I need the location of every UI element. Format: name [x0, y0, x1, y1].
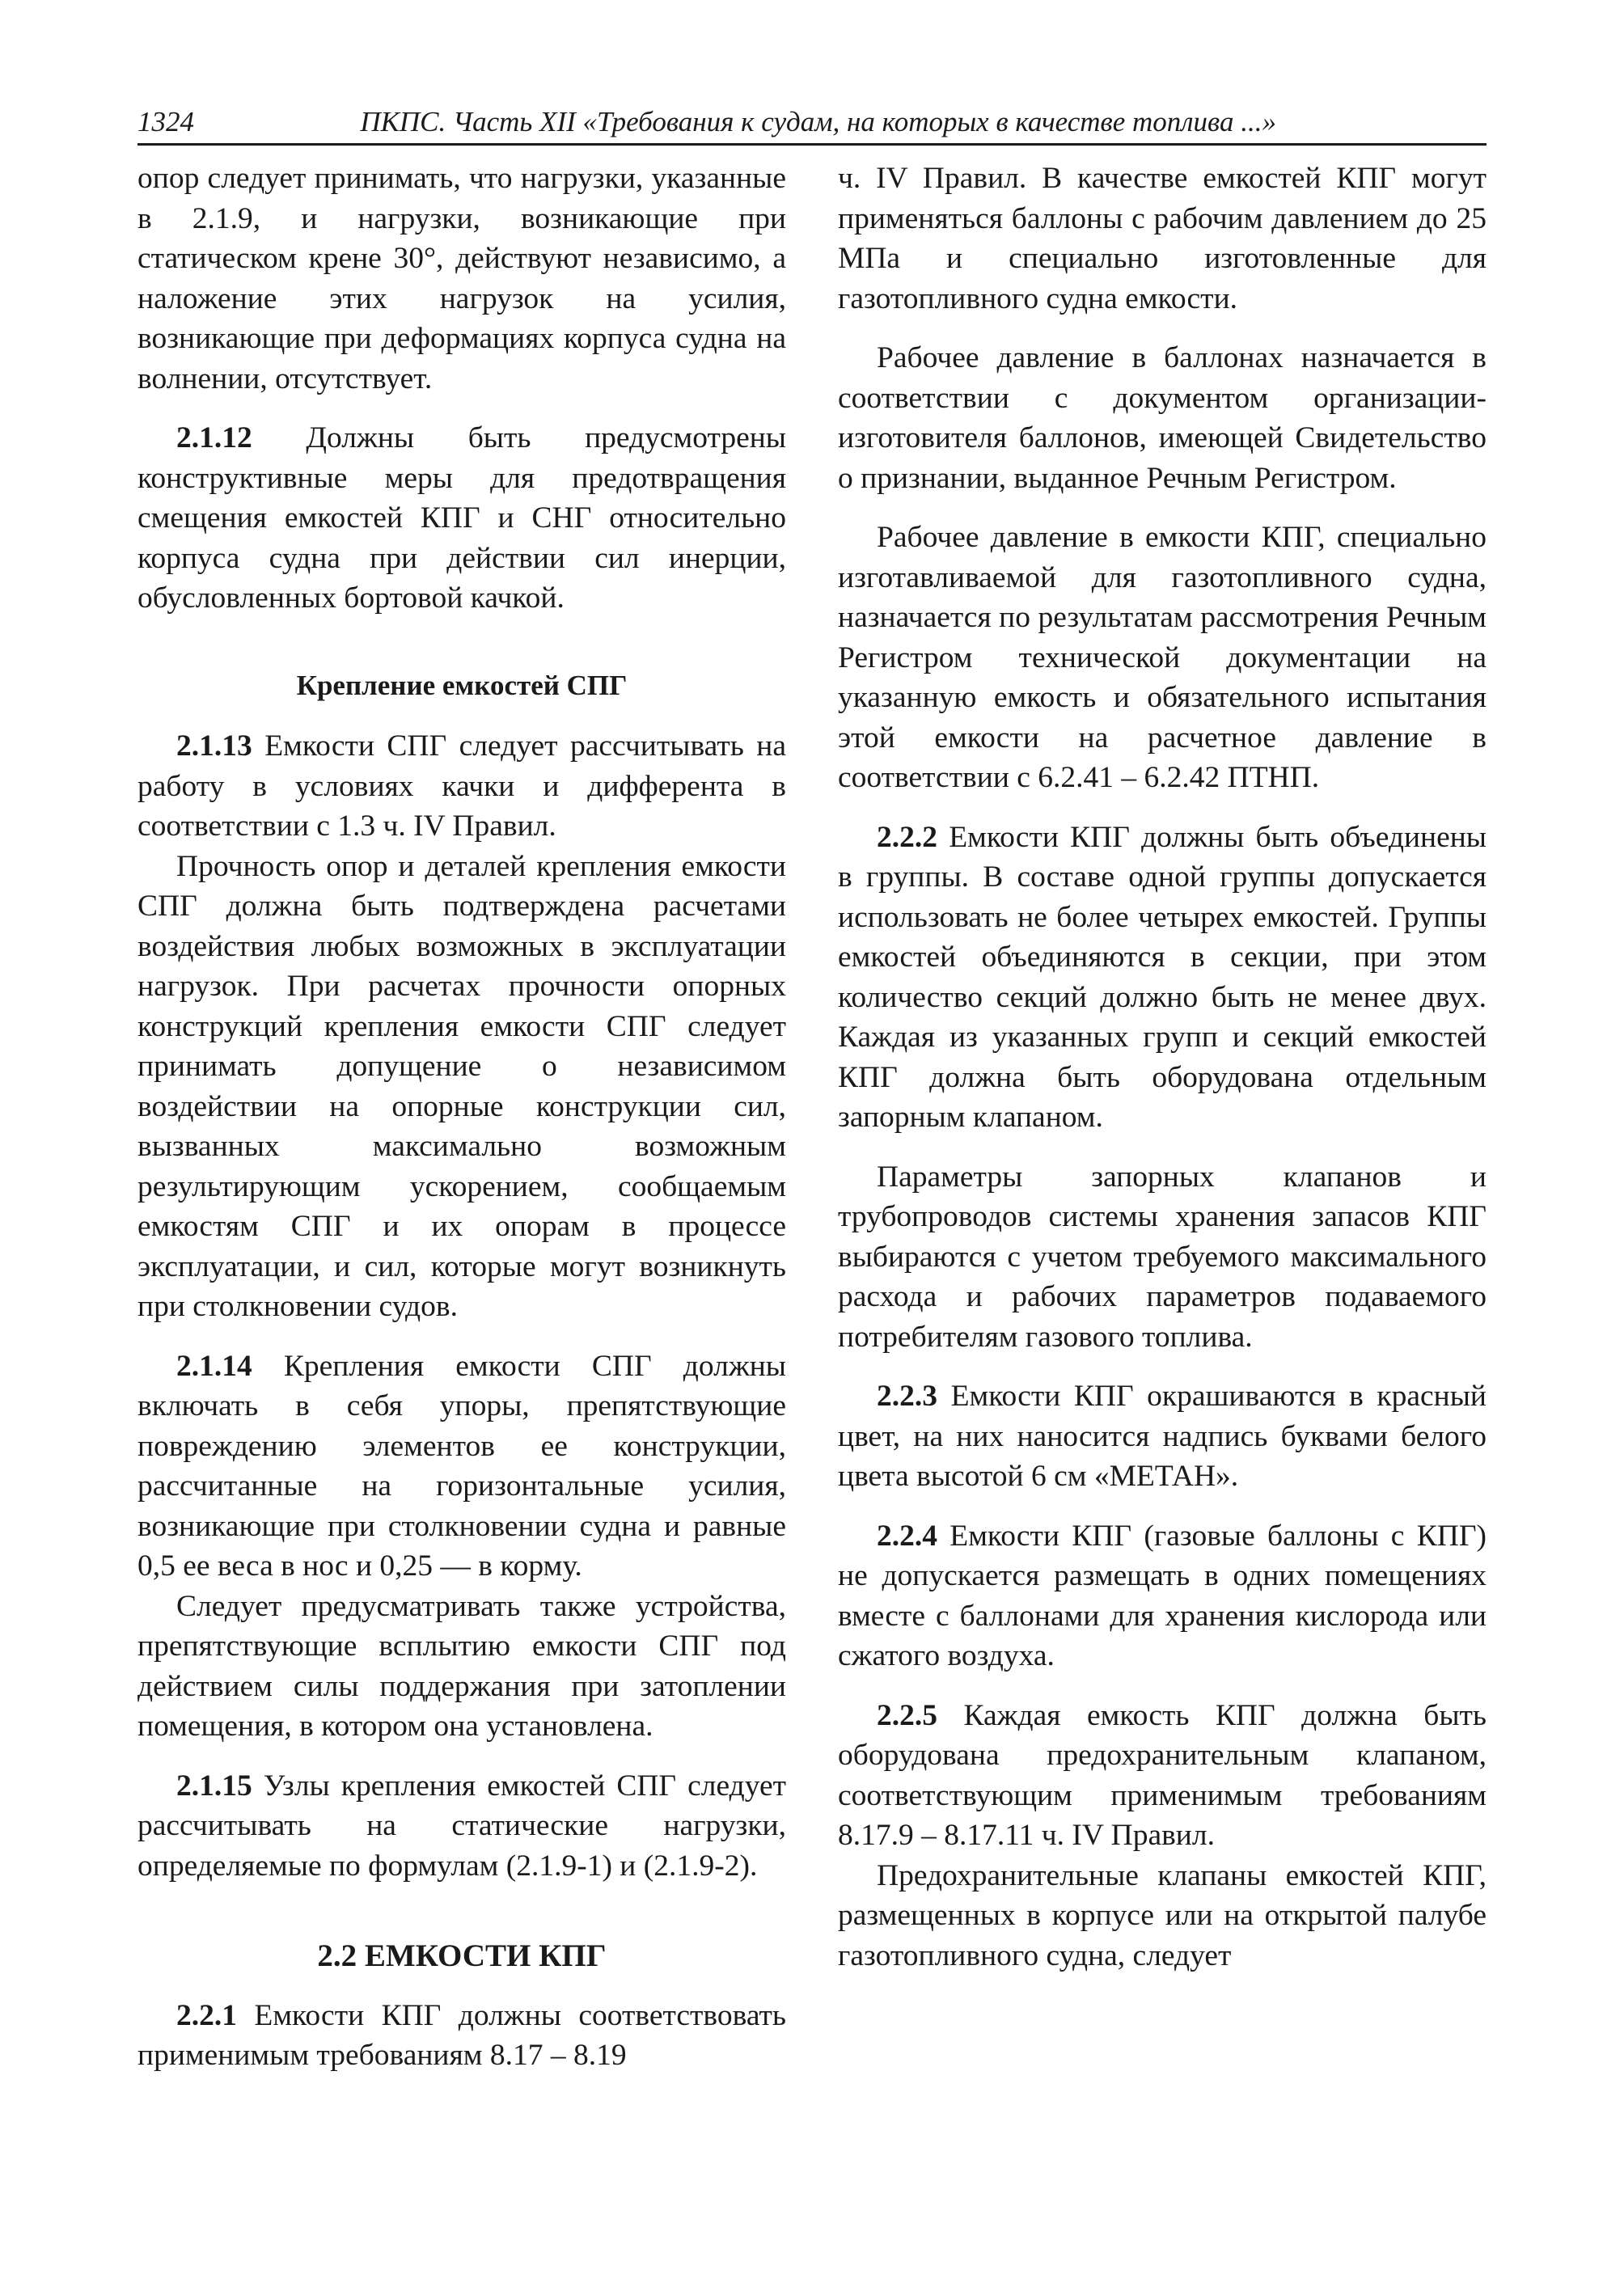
- paragraph-valve-parameters: Параметры запорных клапанов и трубопроводов системы хранения запасов КПГ выбираются с учетом требуемого максимального расхода и рабочих параметров подаваемого потребителям газового топлива.: [838, 1160, 1487, 1354]
- clause-number: 2.2.5: [877, 1698, 937, 1732]
- clause-text: Крепления емкости СПГ должны включать в себя упоры, препятствующие повреждению элементов ее конструкции, рассчитанные на горизонтальные усилия, возникающие при столкновении судна и равные 0,5 ее веса в нос и 0,25 — в корму.: [137, 1349, 786, 1583]
- clause-2-2-1: [137, 1996, 786, 2076]
- clause-number: 2.1.14: [176, 1349, 252, 1383]
- clause-text: Емкости СПГ следует рассчитывать на работу в условиях качки и дифферента в соответствии с 1.3 ч. IV Правил.: [137, 729, 786, 843]
- running-header: [137, 106, 1487, 146]
- clause-2-1-12: [137, 418, 786, 619]
- clause-text: Емкости КПГ (газовые баллоны с КПГ) не допускается размещать в одних помещениях вместе с баллонами для хранения кислорода или сжатого воздуха.: [838, 1519, 1487, 1672]
- clause-text: Каждая емкость КПГ должна быть оборудована предохранительным клапаном, соответствующим применимым требованиям 8.17.9 – 8.17.11 ч. IV Правил.: [838, 1698, 1487, 1852]
- two-column-body: [137, 159, 1487, 2076]
- clause-text: Емкости КПГ окрашиваются в красный цвет, на них наносится надпись буквами белого цвета высотой 6 см «МЕТАН».: [838, 1380, 1487, 1493]
- paragraph-continuation: ч. IV Правил. В качестве емкостей КПГ могут применяться баллоны с рабочим давлением до 25 МПа и специально изготовленные для газотопливного судна емкости.: [838, 162, 1487, 315]
- running-title: ПКПС. Часть XII «Требования к судам, на которых в качестве топлива ...»: [360, 106, 1276, 137]
- paragraph-flotation: Следует предусматривать также устройства, препятствующие всплытию емкости СПГ под действием силы поддержания при затоплении помещения, в котором она установлена.: [137, 1589, 786, 1743]
- clause-2-2-2: [838, 818, 1487, 1138]
- clause-2-1-14: [137, 1346, 786, 1587]
- clause-number: 2.2.3: [877, 1380, 937, 1413]
- clause-2-2-3: [838, 1376, 1487, 1497]
- clause-text: Узлы крепления емкостей СПГ следует рассчитывать на статические нагрузки, определяемые по формулам (2.1.9-1) и (2.1.9-2).: [137, 1769, 786, 1883]
- paragraph-safety-valves: Предохранительные клапаны емкостей КПГ, размещенных в корпусе или на открытой палубе газотопливного судна, следует: [838, 1858, 1487, 1972]
- section-heading: 2.2 ЕМКОСТИ КПГ: [317, 1938, 607, 1973]
- clause-number: 2.2.2: [877, 820, 937, 854]
- clause-number: 2.1.13: [176, 729, 252, 763]
- paragraph-strength: Прочность опор и деталей крепления емкости СПГ должна быть подтверждена расчетами воздействия любых возможных в эксплуатации нагрузок. При расчетах прочности опорных конструкций крепления емкости СПГ следует принимать допущение о независимом воздействии на опорные конструкции сил, вызванных максимально возможным результирующим ускорением, сообщаемым емкостям СПГ и их опорам в процессе эксплуатации, и сил, которые могут возникнуть при столкновении судов.: [137, 849, 786, 1323]
- paragraph-continuation: опор следует принимать, что нагрузки, указанные в 2.1.9, и нагрузки, возникающие при статическом крене 30°, действуют независимо, а наложение этих нагрузок на усилия, возникающие при деформациях корпуса судна на волнении, отсутствует.: [137, 162, 786, 395]
- subsection-heading: Крепление емкостей СПГ: [296, 669, 628, 701]
- clause-text: Емкости КПГ должны быть объединены в группы. В составе одной группы допускается использовать не более четырех емкостей. Группы емкостей объединяются в секции, при этом количество секций должно быть не менее двух. Каждая из указанных групп и секций емкостей КПГ должна быть оборудована отдельным запорным клапаном.: [838, 820, 1487, 1134]
- clause-number: 2.1.12: [176, 421, 252, 454]
- clause-number: 2.1.15: [176, 1769, 252, 1803]
- clause-2-1-15: [137, 1766, 786, 1887]
- left-column: [137, 159, 786, 2076]
- right-column: [838, 159, 1487, 2076]
- clause-2-2-4: [838, 1516, 1487, 1676]
- clause-number: 2.2.1: [176, 1998, 237, 2032]
- paragraph-working-pressure-cylinders: Рабочее давление в баллонах назначается в соответствии с документом организации-изготовителя баллонов, имеющей Свидетельство о признании, выданное Речным Регистром.: [838, 341, 1487, 495]
- clause-2-1-13: [137, 726, 786, 847]
- clause-2-2-5: [838, 1696, 1487, 1856]
- clause-text: Должны быть предусмотрены конструктивные меры для предотвращения смещения емкостей КПГ и СНГ относительно корпуса судна при действии сил инерции, обусловленных бортовой качкой.: [137, 421, 786, 615]
- page-number: 1324: [137, 106, 194, 137]
- paragraph-working-pressure-tank: Рабочее давление в емкости КПГ, специально изготавливаемой для газотопливного судна, назначается по результатам рассмотрения Речным Регистром технической документации на указанную емкость и обязательного испытания этой емкости на расчетное давление в соответствии с 6.2.41 – 6.2.42 ПТНП.: [838, 521, 1487, 794]
- clause-text: Емкости КПГ должны соответствовать применимым требованиям 8.17 – 8.19: [137, 1998, 787, 2072]
- clause-number: 2.2.4: [877, 1519, 937, 1553]
